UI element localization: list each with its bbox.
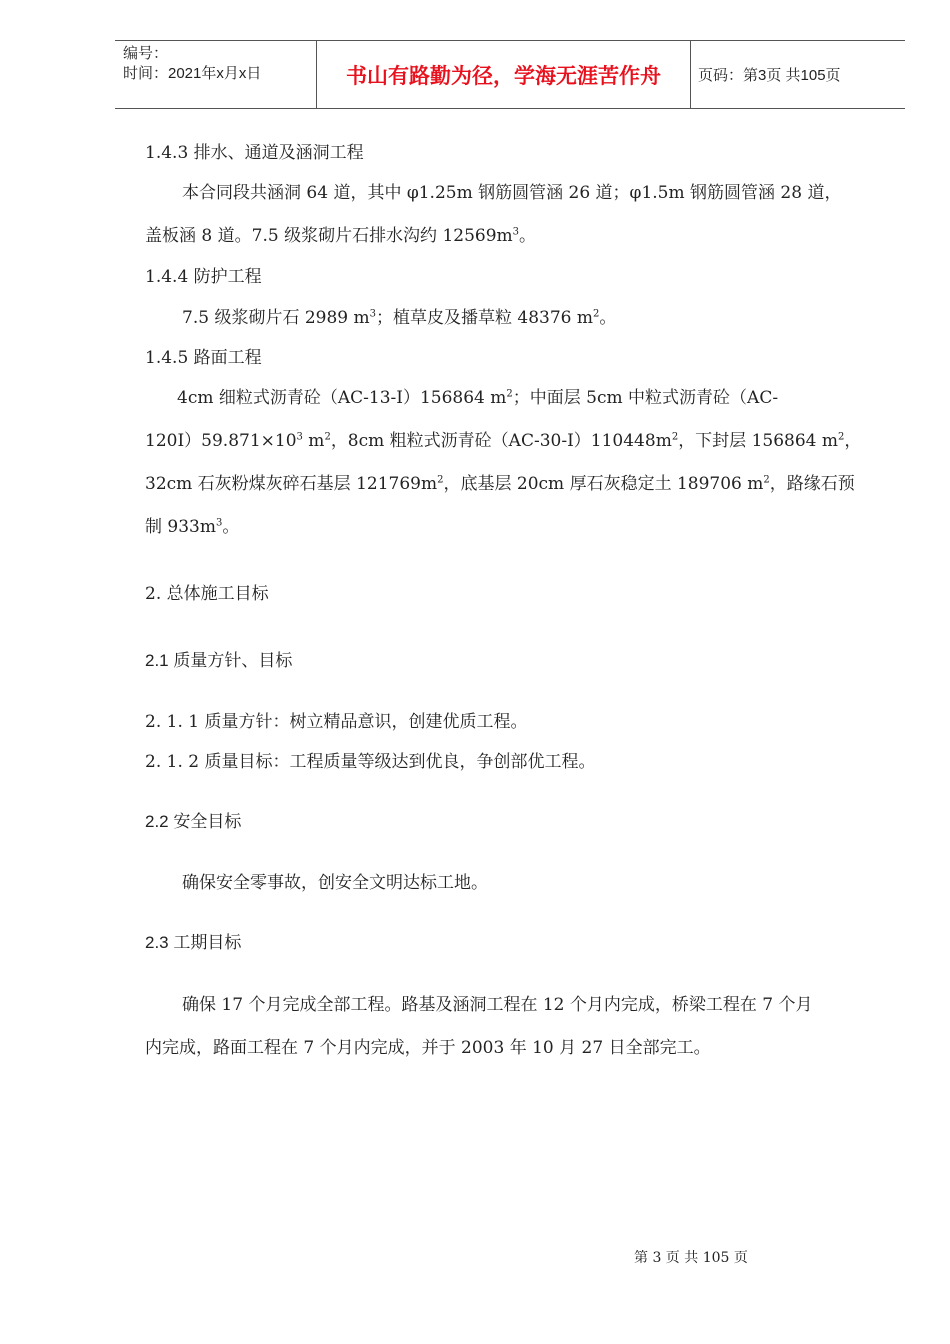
paragraph-line: 制 $933m^3$。: [145, 517, 240, 537]
paragraph-line: 确保 17 个月完成全部工程。路基及涵洞工程在 12 个月内完成，桥梁工程在 7 个月: [182, 995, 813, 1015]
page-footer: 第 3 页 共 105 页: [634, 1250, 748, 1266]
section-2-1-2: 2. 1. 2 质量目标：工程质量等级达到优良，争创部优工程。: [145, 752, 596, 772]
paragraph-line: 本合同段共涵洞 64 道，其中 φ1.25m 钢筋圆管涵 26 道；φ1.5m 钢筋圆管涵 28 道，: [182, 183, 842, 203]
header-meta: [115, 41, 316, 108]
document-number-label: 编号：: [123, 45, 169, 62]
paragraph-line: 7.5 级浆砌片石 2989 $m^3$；植草皮及播草粒 48376 $m^2$。: [182, 308, 617, 328]
paragraph-line: $120I)59.871\times 10^3$ $m^2$，8cm 粗粒式沥青砼$(AC-30-I)110448m^2$，下封层 156864 $m^2$，: [145, 431, 862, 451]
section-2-title: 2. 总体施工目标: [145, 584, 269, 604]
paragraph-line: 4cm 细粒式沥青砼（AC-13-I）156864 $m^2$；中面层 5cm 中粒式沥青砼（AC-: [177, 388, 779, 408]
header-motto: 书山有路勤为径，学海无涯苦作舟: [316, 41, 691, 108]
paragraph-line: 32cm 石灰粉煤灰碎石基层 $121769m^2$，底基层 20cm 厚石灰稳定土 189706 $m^2$，路缘石预: [145, 474, 855, 494]
section-1-4-3-title: 1.4.3 排水、通道及涵洞工程: [145, 143, 364, 163]
section-1-4-4-title: 1.4.4 防护工程: [145, 267, 262, 287]
section-2-1-1: 2. 1. 1 质量方针：树立精品意识，创建优质工程。: [145, 712, 528, 732]
header-page-number: 页码：第3页 共105页: [698, 67, 841, 84]
paragraph-line: 确保安全零事故，创安全文明达标工地。: [182, 873, 488, 893]
paragraph-line: 内完成，路面工程在 7 个月内完成，并于 2003 年 10 月 27 日全部完工。: [145, 1038, 711, 1058]
section-2-2-title: 2.2 安全目标: [145, 812, 242, 831]
section-2-3-title: 2.3 工期目标: [145, 933, 242, 952]
page-header: [115, 40, 905, 109]
section-2-1-title: 2.1 质量方针、目标: [145, 651, 293, 670]
section-1-4-5-title: 1.4.5 路面工程: [145, 348, 262, 368]
paragraph-line: 盖板涵 8 道。7.5 级浆砌片石排水沟约 $12569m^3$。: [145, 226, 537, 246]
document-time-label: 时间：2021年x月x日: [123, 65, 262, 82]
